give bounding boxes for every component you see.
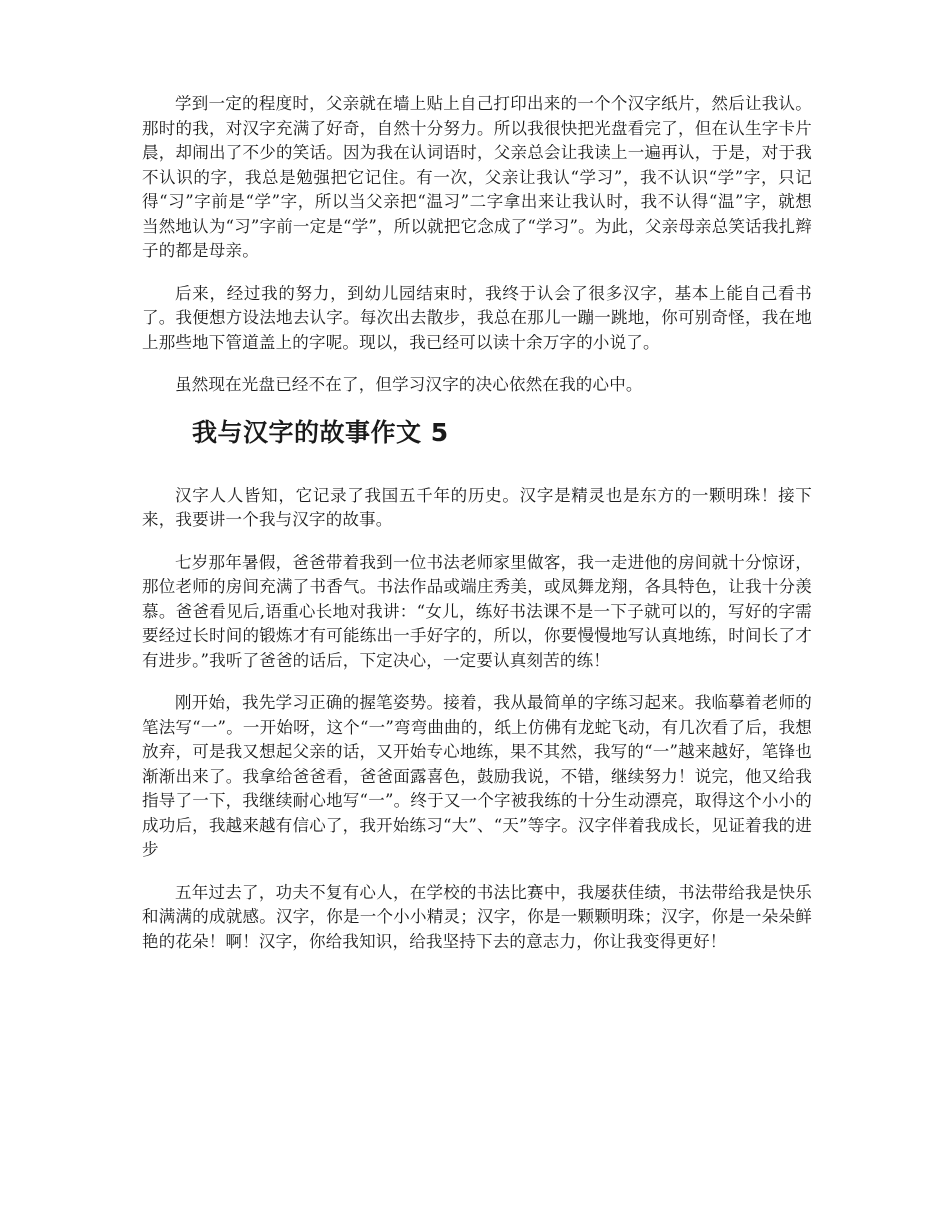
section-heading: 我与汉字的故事作文 5: [192, 417, 449, 447]
paragraph: 学到一定的程度时，父亲就在墙上贴上自己打印出来的一个个汉字纸片，然后让我认。那时的我，对汉字充满了好奇，自然十分努力。所以我很快把光盘看完了，但在认生字卡片晨，却闹出了不少的笑话。因为我在认词语时，父亲总会让我读上一遍再认，于是，对于我不认识的字，我总是勉强把它记住。有一次，父亲让我认“学习”，我不认识“学”字，只记得“习”字前是“学”字，所以当父亲把“温习”二字拿出来让我认时，我不认得“温”字，就想当然地认为“习”字前一定是“学”，所以就把它念成了“学习”。为此，父亲母亲总笑话我扎辫子的都是母亲。: [142, 94, 812, 260]
paragraph: 汉字人人皆知，它记录了我国五千年的历史。汉字是精灵也是东方的一颗明珠！接下来，我要讲一个我与汉字的故事。: [142, 485, 812, 529]
paragraph: 后来，经过我的努力，到幼儿园结束时，我终于认会了很多汉字，基本上能自己看书了。我便想方设法地去认字。每次出去散步，我总在那儿一蹦一跳地，你可别奇怪，我在地上那些地下管道盖上的字呢。现以，我已经可以读十余万字的小说了。: [142, 283, 812, 352]
paragraph: 虽然现在光盘已经不在了，但学习汉字的决心依然在我的心中。: [175, 375, 643, 394]
document-page: [142, 92, 812, 972]
paragraph: 七岁那年暑假，爸爸带着我到一位书法老师家里做客，我一走进他的房间就十分惊讶，那位老师的房间充满了书香气。书法作品或端庄秀美，或凤舞龙翔，各具特色，让我十分羡慕。爸爸看见后,语重心长地对我讲：“女儿，练好书法课不是一下子就可以的，写好的字需要经过长时间的锻炼才有可能练出一手好字的，所以，你要慢慢地写认真地练，时间长了才有进步。”我听了爸爸的话后，下定决心，一定要认真刻苦的练！: [142, 552, 812, 670]
paragraph: 刚开始，我先学习正确的握笔姿势。接着，我从最简单的字练习起来。我临摹着老师的笔法写“一”。一开始呀，这个“一”弯弯曲曲的，纸上仿佛有龙蛇飞动，有几次看了后，我想放弃，可是我又想起父亲的话，又开始专心地练，果不其然，我写的“一”越来越好，笔锋也渐渐出来了。我拿给爸爸看，爸爸面露喜色，鼓励我说，不错，继续努力！说完，他又给我指导了一下，我继续耐心地写“一”。终于又一个字被我练的十分生动漂亮，取得这个小小的成功后，我越来越有信心了，我开始练习“大”、“天”等字。汉字伴着我成长，见证着我的进步: [142, 693, 812, 859]
paragraph: 五年过去了，功夫不复有心人，在学校的书法比赛中，我屡获佳绩，书法带给我是快乐和满满的成就感。汉字，你是一个小小精灵；汉字，你是一颗颗明珠；汉字，你是一朵朵鲜艳的花朵！啊！汉字，你给我知识，给我坚持下去的意志力，你让我变得更好！: [142, 882, 812, 951]
